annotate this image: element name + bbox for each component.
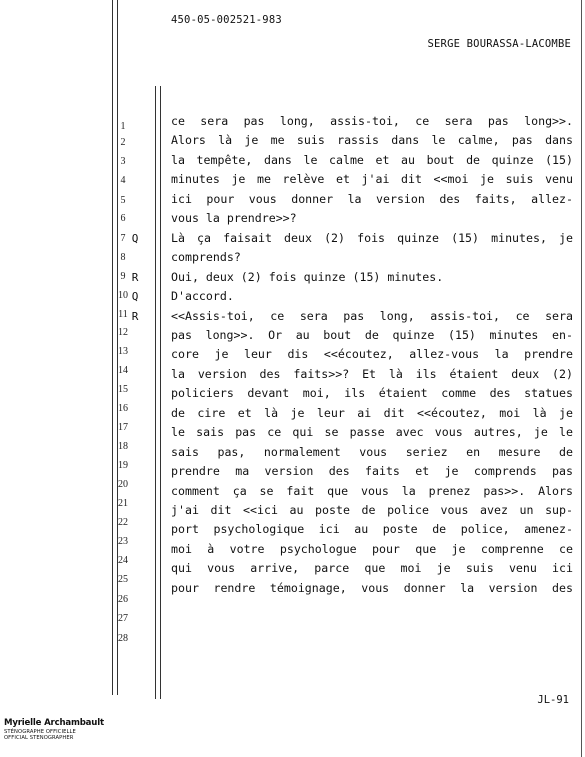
line-number: 28 [118,633,128,644]
line-number: 12 [118,327,128,338]
transcript-line: la version des faits>>? Et là ils étaient deux (2) [171,366,573,381]
line-number: 21 [118,498,128,509]
transcript-line: comment ça se fait que vous la prenez pas>>. Alors [171,483,573,498]
transcript-line: pas long>>. Or au bout de quinze (15) minutes en- [171,327,573,342]
speaker-column-rule-right [160,86,161,699]
line-number: 9 [120,271,126,282]
transcript-line: sais pas, normalement vous seriez en mesure de [171,444,573,459]
line-number: 22 [118,517,128,528]
line-number: 7 [120,233,126,244]
stenographer-title-en: OFFICIAL STENOGRAPHER [4,735,74,741]
transcript-line: minutes je me relève et j'ai dit <<moi je suis venu [171,172,573,187]
page-reference: JL-91 [537,694,569,706]
case-number: 450-05-002521-983 [171,14,282,26]
line-number: 2 [120,137,126,148]
transcript-line: ce sera pas long, assis-toi, ce sera pas long>>. [171,114,573,128]
line-number: 16 [118,403,128,414]
witness-name: SERGE BOURASSA-LACOMBE [427,38,571,50]
line-number: 11 [118,309,128,320]
transcript-line: D'accord. [171,289,234,304]
transcript-line: ici pour vous donner la version des faits, allez- [171,191,573,206]
transcript-line: Alors là je me suis rassis dans le calme, pas dans [171,133,573,148]
line-number: 23 [118,536,128,547]
line-number: 24 [118,555,128,566]
line-number: 17 [118,422,128,433]
transcript-line: de cire et là je leur ai dit <<écoutez, moi là je [171,405,573,420]
speaker-marker: Q [131,231,139,245]
transcript-line: Oui, deux (2) fois quinze (15) minutes. [171,269,444,284]
line-number: 25 [118,574,128,585]
speaker-marker: Q [131,290,139,304]
transcript-line: policiers devant moi, ils étaient comme des statues [171,386,573,401]
transcript-line: pour rendre témoignage, vous donner la version des [171,580,573,595]
transcript-line: port psychologique ici au poste de police, amenez- [171,522,573,537]
line-number: 18 [118,441,128,452]
speaker-marker: R [131,270,139,284]
transcript-line: j'ai dit <<ici au poste de police vous avez un sup- [171,503,573,517]
line-number: 20 [118,479,128,490]
line-number: 19 [118,460,128,471]
speaker-column-rule-left [155,86,156,699]
line-number: 3 [120,156,126,167]
line-number: 13 [118,346,128,357]
right-edge-rule [581,0,582,757]
speaker-marker: R [131,309,139,323]
stenographer-stamp [4,718,104,741]
line-number: 5 [120,195,126,206]
line-number: 8 [120,252,126,263]
line-number: 26 [118,594,128,605]
transcript-line: prendre ma version des faits et je comprends pas [171,464,573,479]
stenographer-title-fr: STÉNOGRAPHE OFFICIELLE [4,729,76,735]
line-number: 27 [118,613,128,624]
line-number: 14 [118,365,128,376]
line-number: 1 [120,121,126,132]
transcript-line: vous la prendre>>? [171,211,297,226]
transcript-line: le sais pas ce qui se passe avec vous autres, je le [171,425,573,440]
line-number: 15 [118,384,128,395]
transcript-line: comprends? [171,250,241,265]
transcript-line: la tempête, dans le calme et au bout de quinze (15) [171,152,573,167]
line-number: 4 [120,175,126,186]
transcript-line: <<Assis-toi, ce sera pas long, assis-toi, ce sera [171,308,573,323]
stenographer-name: Myrielle Archambault [4,718,104,728]
transcript-line: core je leur dis <<écoutez, allez-vous la prendre [171,347,573,362]
line-number: 10 [118,290,128,301]
transcript-line: qui vous arrive, parce que moi je suis venu ici [171,561,573,576]
transcript-line: moi à votre psychologue pour que je comprenne ce [171,541,573,556]
line-number: 6 [120,213,126,224]
transcript-line: Là ça faisait deux (2) fois quinze (15) minutes, je [171,230,573,245]
